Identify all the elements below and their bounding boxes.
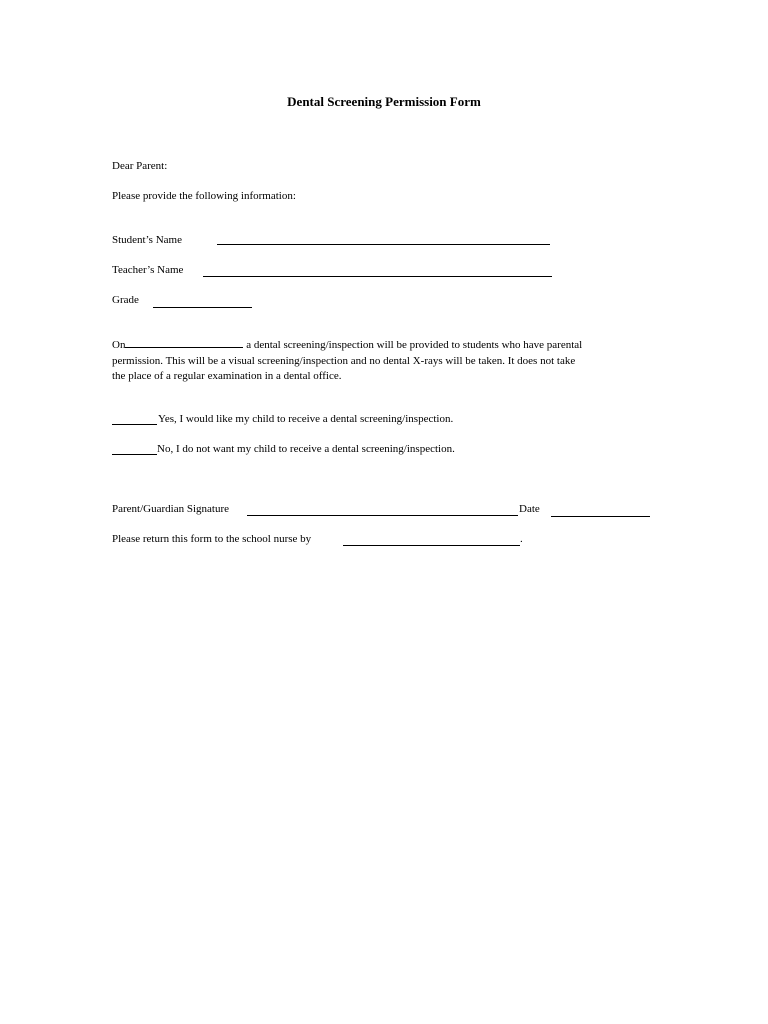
signature-label: Parent/Guardian Signature: [112, 503, 229, 515]
greeting: Dear Parent:: [112, 160, 168, 172]
paragraph-line-1-text: a dental screening/inspection will be provided to students who have parental: [243, 339, 583, 351]
paragraph-line-2: permission. This will be a visual screening/inspection and no dental X-rays will be taken. It does not take: [112, 354, 576, 367]
form-title: Dental Screening Permission Form: [287, 94, 481, 109]
return-note: Please return this form to the school nurse by: [112, 533, 312, 545]
signature-blank[interactable]: [247, 515, 518, 516]
student-name-label: Student’s Name: [112, 234, 182, 246]
date-blank[interactable]: [551, 516, 650, 517]
yes-option-text: Yes, I would like my child to receive a dental screening/inspection.: [158, 413, 454, 425]
teacher-name-blank[interactable]: [203, 276, 552, 277]
date-label: Date: [519, 503, 540, 515]
grade-blank[interactable]: [153, 307, 252, 308]
screening-paragraph: [112, 338, 657, 385]
teacher-name-label: Teacher’s Name: [112, 264, 184, 276]
student-name-blank[interactable]: [217, 244, 550, 245]
return-date-blank[interactable]: [343, 545, 520, 546]
yes-option-blank[interactable]: [112, 424, 157, 425]
paragraph-line-3: the place of a regular examination in a dental office.: [112, 370, 342, 382]
paragraph-lead: On: [112, 339, 126, 351]
instructions: Please provide the following information:: [112, 190, 296, 202]
return-note-period: .: [520, 533, 523, 545]
no-option-text: No, I do not want my child to receive a dental screening/inspection.: [157, 443, 455, 455]
grade-label: Grade: [112, 294, 139, 306]
no-option-blank[interactable]: [112, 454, 157, 455]
paragraph-line-1: [112, 338, 657, 354]
screening-date-blank[interactable]: [125, 346, 243, 348]
